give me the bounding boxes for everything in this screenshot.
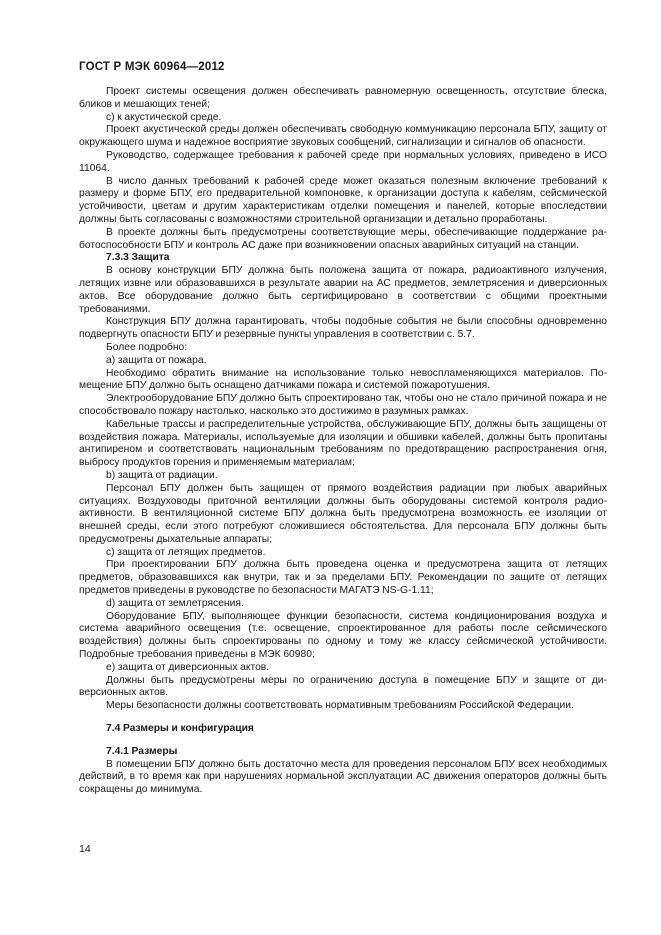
paragraph: Более подробно: [106, 341, 188, 353]
paragraph: Необходимо обратить внимание на использование только невоспламеняющихся материалов. Помещение БПУ должно быть оснащено датчиками пожара и системой пожаротушения. [79, 367, 607, 392]
list-item: d) защита от землетрясения. [106, 597, 244, 609]
paragraph: Проект системы освещения должен обеспечивать равномерную освещенность, отсутствие блеска, бликов и мешающих теней; [79, 86, 607, 110]
list-item: b) защита от радиации. [106, 469, 218, 481]
page-body [79, 86, 607, 797]
paragraph: В помещении БПУ должно быть достаточно места для проведения персоналом БПУ всех необходимых действий, в то время как при нарушениях нормальной эксплуатации АС движения операторов должны быть сокращены до минимума. [79, 758, 607, 796]
list-item: c) к акустической среде. [106, 111, 222, 123]
paragraph: Меры безопасности должны соответствовать нормативным требованиям Российской Федерации. [106, 700, 574, 712]
list-item: e) защита от диверсионных актов. [106, 661, 270, 673]
paragraph: Конструкция БПУ должна гарантировать, чтобы подобные события не были способны одновременно подвергнуть опасности БПУ и резервные пункты управления в соответствии с. 5.7. [79, 316, 607, 341]
page-number: 14 [79, 843, 91, 855]
paragraph: Персонал БПУ должен быть защищен от прямого воздействия радиации при любых аварийных ситуациях. Воздуховоды приточной вентиляции должны быть оборудованы системой контроля радиоактивности. В вентиляционной системе БПУ должна быть предусмотрена возможность ее изоляции от внешней среды, если этого потребуют сложившиеся обстоятельства. Для персонала БПУ должны быть предусмотрены дыхательные аппараты; [79, 482, 607, 545]
paragraph: Проект акустической среды должен обеспечивать свободную коммуникацию персонала БПУ, защиту от окружающего шума и надежное восприятие звуковых сообщений, сигнализации и сигналов об опасности. [79, 124, 607, 149]
page-header: ГОСТ Р МЭК 60964—2012 [79, 61, 225, 73]
paragraph: Должны быть предусмотрены меры по ограничению доступа в помещение БПУ и защите от диверсионных актов. [79, 674, 607, 699]
subsection-heading: 7.3.3 Защита [106, 252, 170, 264]
section-heading: 7.4 Размеры и конфигурация [106, 723, 254, 735]
subsection-heading: 7.4.1 Размеры [106, 745, 178, 757]
paragraph: В проекте должны быть предусмотрены соответствующие меры, обеспечивающие поддержание работоспособности БПУ и контроль АС даже при возникновении опасных аварийных ситуаций на станции. [79, 226, 607, 251]
paragraph: Электрооборудование БПУ должно быть спроектировано так, чтобы оно не стало причиной пожара и не способствовало пожару настолько, насколько это достижимо в разумных рамках. [79, 393, 607, 417]
list-item: c) защита от летящих предметов. [106, 546, 266, 558]
paragraph: Руководство, содержащее требования к рабочей среде при нормальных условиях, приведено в ИСО 11064. [79, 149, 607, 174]
paragraph: Оборудование БПУ, выполняющее функции безопасности, система кондиционирования воздуха и система аварийного освещения (т.е. освещение, спроектированное для работы после сейсмического воздействия) должны быть спроектированы по одному и тому же классу сейсмической устойчивости. Подробные требования приведены в МЭК 60980; [79, 610, 607, 661]
paragraph: При проектировании БПУ должна быть проведена оценка и предусмотрена защита от летящих предметов, образовавшихся как внутри, так и за пределами БПУ. Рекомендации по защите от летящих предметов приведены в руководстве по безопасности МАГАТЭ NS-G-1.11; [79, 559, 607, 597]
paragraph: В основу конструкции БПУ должна быть положена защита от пожара, радиоактивного излучения, летящих извне или образовавшихся в результате аварии на АС предметов, землетрясения и диверсионных актов. Все оборудование должно быть сертифицировано в соответствии с общими проектными требованиями. [79, 265, 607, 315]
paragraph: В число данных требований к рабочей среде может оказаться полезным включение требований к размеру и форме БПУ, его предварительной компоновке, к организации доступа к кабелям, сейсмической устойчивости, цветам и другим характеристикам отделки помещения и панелей, которые впоследствии должны быть согласованы с возможностями строительной организации и детально проработаны. [79, 175, 607, 225]
list-item: a) защита от пожара. [106, 354, 207, 366]
paragraph: Кабельные трассы и распределительные устройства, обслуживающие БПУ, должны быть защищены от воздействия пожара. Материалы, используемые для изоляции и обшивки кабелей, должны быть пропитаны антипиреном и соответствовать национальным требованиям по предотвращению распространения огня, выбросу продуктов горения и применяемым материалам; [79, 418, 607, 469]
